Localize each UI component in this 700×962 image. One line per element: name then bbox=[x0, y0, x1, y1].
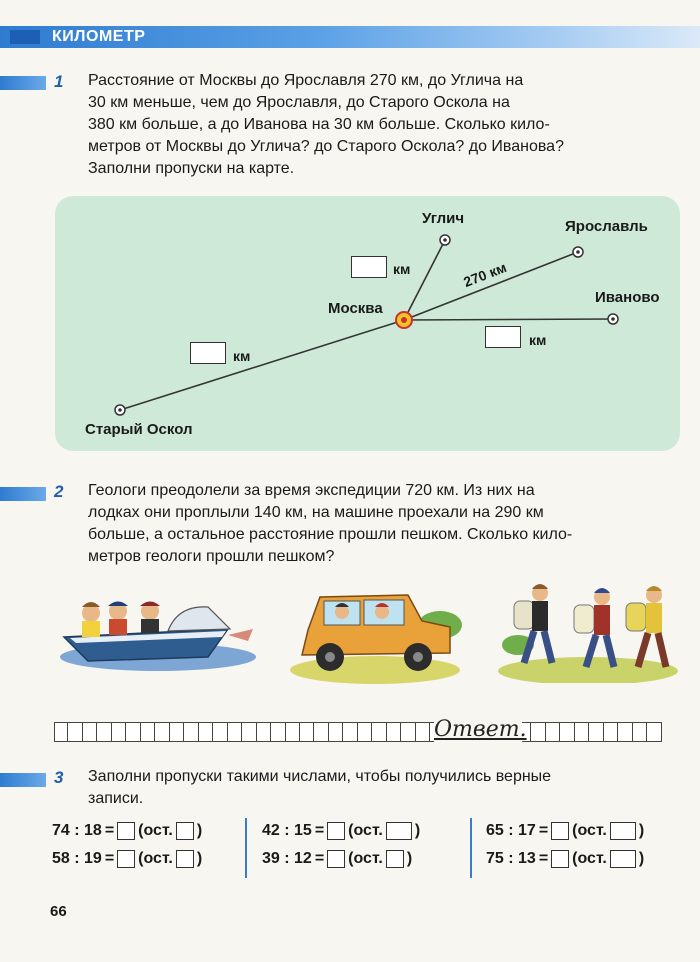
answer-cell[interactable] bbox=[647, 722, 661, 742]
quotient-box[interactable] bbox=[327, 850, 345, 868]
close-paren: ) bbox=[638, 850, 645, 867]
division-expression: 42 : 15 bbox=[262, 822, 312, 839]
task-2-text bbox=[88, 480, 678, 568]
route-moscow-ivanovo bbox=[404, 319, 613, 320]
task-1-line: Расстояние от Москвы до Ярославля 270 км, до Углича на bbox=[88, 72, 524, 89]
answer-cell[interactable] bbox=[358, 722, 372, 742]
close-paren: ) bbox=[196, 850, 203, 867]
task-1-text bbox=[88, 70, 678, 180]
answer-cell[interactable] bbox=[141, 722, 155, 742]
remainder-label: (ост. bbox=[348, 850, 383, 867]
answer-grid[interactable] bbox=[54, 722, 662, 744]
task-3-text bbox=[88, 766, 678, 810]
task-2-line: лодках они проплыли 140 км, на машине проехали на 290 км bbox=[88, 504, 544, 521]
task-1-line: 380 км больше, а до Иванова на 30 км больше. Сколько кило- bbox=[88, 116, 550, 133]
hikers-illustration bbox=[498, 575, 678, 683]
task-1-marker bbox=[0, 76, 46, 90]
answer-cell[interactable] bbox=[372, 722, 386, 742]
division-expression: 74 : 18 bbox=[52, 822, 102, 839]
answer-cell[interactable] bbox=[68, 722, 82, 742]
answer-cell[interactable] bbox=[575, 722, 589, 742]
division-expression: 39 : 12 bbox=[262, 850, 312, 867]
answer-box-uglich[interactable] bbox=[351, 256, 387, 278]
route-moscow-stary-oskol bbox=[120, 320, 404, 410]
answer-cell[interactable] bbox=[589, 722, 603, 742]
close-paren: ) bbox=[414, 822, 421, 839]
city-label-ivanovo: Иваново bbox=[595, 289, 660, 306]
city-dot-moscow bbox=[396, 312, 412, 328]
answer-cell[interactable] bbox=[271, 722, 285, 742]
answer-cell[interactable] bbox=[97, 722, 111, 742]
equals-sign: = bbox=[538, 850, 549, 867]
map-panel bbox=[55, 196, 680, 451]
answer-box-stary-oskol[interactable] bbox=[190, 342, 226, 364]
answer-cell[interactable] bbox=[170, 722, 184, 742]
task-1-line: метров от Москвы до Углича? до Старого Оскола? до Иванова? bbox=[88, 138, 564, 155]
division-row bbox=[52, 822, 202, 840]
city-dot-stary-oskol bbox=[115, 405, 125, 415]
answer-cell[interactable] bbox=[387, 722, 401, 742]
task-3-number: 3 bbox=[54, 768, 64, 787]
close-paren: ) bbox=[638, 822, 645, 839]
division-row bbox=[486, 822, 644, 840]
quotient-box[interactable] bbox=[551, 850, 569, 868]
answer-cell[interactable] bbox=[604, 722, 618, 742]
answer-cell[interactable] bbox=[83, 722, 97, 742]
remainder-box[interactable] bbox=[386, 822, 412, 840]
answer-cell[interactable] bbox=[54, 722, 68, 742]
answer-cell[interactable] bbox=[343, 722, 357, 742]
division-row bbox=[52, 850, 202, 868]
remainder-label: (ост. bbox=[138, 850, 173, 867]
close-paren: ) bbox=[406, 850, 413, 867]
answer-cell[interactable] bbox=[257, 722, 271, 742]
equals-sign: = bbox=[104, 822, 115, 839]
answer-cell[interactable] bbox=[416, 722, 430, 742]
city-dot-uglich bbox=[440, 235, 450, 245]
answer-cell[interactable] bbox=[546, 722, 560, 742]
task-2-line: метров геологи прошли пешком? bbox=[88, 548, 335, 565]
answer-cell[interactable] bbox=[314, 722, 328, 742]
close-paren: ) bbox=[196, 822, 203, 839]
column-separator bbox=[470, 818, 472, 878]
answer-cell[interactable] bbox=[228, 722, 242, 742]
answer-cell[interactable] bbox=[329, 722, 343, 742]
division-row bbox=[262, 822, 420, 840]
answer-cell[interactable] bbox=[126, 722, 140, 742]
remainder-box[interactable] bbox=[610, 822, 636, 840]
boat-illustration bbox=[58, 585, 258, 680]
city-label-moscow: Москва bbox=[328, 300, 383, 317]
answer-cell[interactable] bbox=[531, 722, 545, 742]
answer-word: Ответ. bbox=[434, 717, 527, 742]
answer-cell[interactable] bbox=[633, 722, 647, 742]
city-dot-ivanovo bbox=[608, 314, 618, 324]
remainder-label: (ост. bbox=[138, 822, 173, 839]
city-label-stary-oskol: Старый Оскол bbox=[85, 421, 193, 438]
city-label-yaroslavl: Ярославль bbox=[565, 218, 648, 235]
distance-label-yaroslavl: 270 км bbox=[461, 259, 509, 290]
quotient-box[interactable] bbox=[117, 822, 135, 840]
task-2-line: Геологи преодолели за время экспедиции 720 км. Из них на bbox=[88, 482, 535, 499]
division-expression: 58 : 19 bbox=[52, 850, 102, 867]
remainder-box[interactable] bbox=[386, 850, 404, 868]
hiker-2 bbox=[574, 588, 614, 667]
km-label-uglich: км bbox=[393, 261, 411, 277]
answer-cell[interactable] bbox=[300, 722, 314, 742]
equals-sign: = bbox=[314, 822, 325, 839]
task-2-marker bbox=[0, 487, 46, 501]
task-3-line: записи. bbox=[88, 790, 144, 807]
answer-cell[interactable] bbox=[155, 722, 169, 742]
answer-cell[interactable] bbox=[184, 722, 198, 742]
answer-cell[interactable] bbox=[560, 722, 574, 742]
task-1-number: 1 bbox=[54, 72, 64, 91]
city-label-uglich: Углич bbox=[422, 210, 465, 227]
division-row bbox=[486, 850, 644, 868]
header-marker bbox=[10, 30, 40, 44]
equals-sign: = bbox=[104, 850, 115, 867]
answer-cell[interactable] bbox=[401, 722, 415, 742]
task-3-marker bbox=[0, 773, 46, 787]
answer-box-ivanovo[interactable] bbox=[485, 326, 521, 348]
task-2-number: 2 bbox=[54, 482, 64, 501]
route-moscow-yaroslavl bbox=[404, 252, 578, 320]
remainder-label: (ост. bbox=[572, 850, 607, 867]
page-number: 66 bbox=[50, 903, 67, 920]
answer-cell[interactable] bbox=[286, 722, 300, 742]
km-label-stary-oskol: км bbox=[233, 348, 251, 364]
hiker-3 bbox=[626, 586, 666, 667]
task-2-line: больше, а остальное расстояние прошли пешком. Сколько кило- bbox=[88, 526, 573, 543]
answer-cell[interactable] bbox=[618, 722, 632, 742]
remainder-label: (ост. bbox=[572, 822, 607, 839]
task-3-line: Заполни пропуски такими числами, чтобы получились верные bbox=[88, 768, 552, 785]
remainder-box[interactable] bbox=[610, 850, 636, 868]
city-dot-yaroslavl bbox=[573, 247, 583, 257]
task-1-line: Заполни пропуски на карте. bbox=[88, 160, 295, 177]
answer-cell[interactable] bbox=[213, 722, 227, 742]
route-moscow-uglich bbox=[404, 240, 445, 320]
quotient-box[interactable] bbox=[117, 850, 135, 868]
km-label-ivanovo: км bbox=[529, 332, 547, 348]
car-illustration bbox=[290, 585, 465, 685]
remainder-box[interactable] bbox=[176, 822, 194, 840]
division-row bbox=[262, 850, 412, 868]
answer-cell[interactable] bbox=[242, 722, 256, 742]
division-expression: 75 : 13 bbox=[486, 850, 536, 867]
equals-sign: = bbox=[314, 850, 325, 867]
answer-cell[interactable] bbox=[199, 722, 213, 742]
page-title: КИЛОМЕТР bbox=[52, 28, 146, 45]
equals-sign: = bbox=[538, 822, 549, 839]
task-1-line: 30 км меньше, чем до Ярославля, до Старого Оскола на bbox=[88, 94, 510, 111]
remainder-box[interactable] bbox=[176, 850, 194, 868]
quotient-box[interactable] bbox=[551, 822, 569, 840]
column-separator bbox=[245, 818, 247, 878]
remainder-label: (ост. bbox=[348, 822, 383, 839]
answer-cell[interactable] bbox=[112, 722, 126, 742]
quotient-box[interactable] bbox=[327, 822, 345, 840]
division-expression: 65 : 17 bbox=[486, 822, 536, 839]
